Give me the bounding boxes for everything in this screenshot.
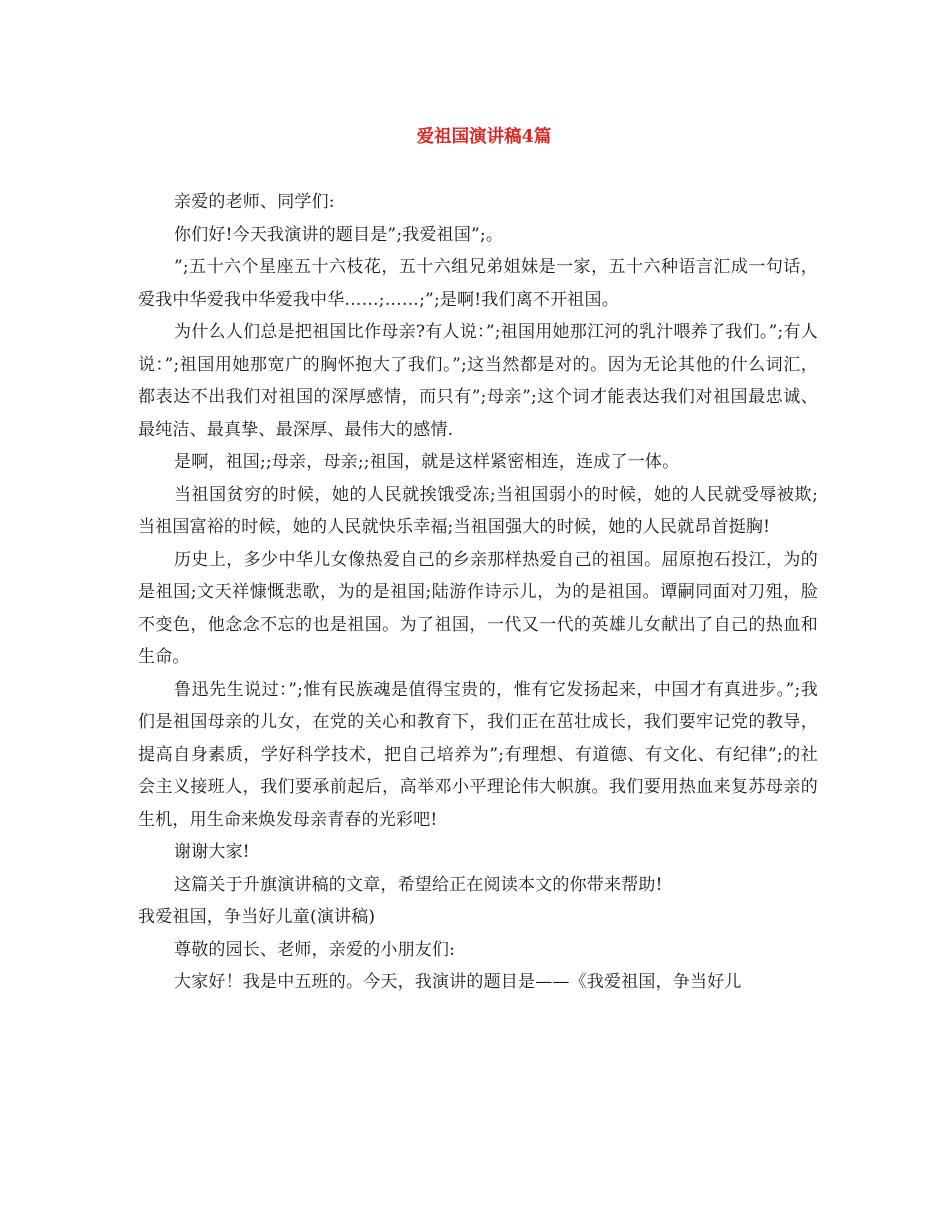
paragraph: ”;五十六个星座五十六枝花，五十六组兄弟姐妹是一家，五十六种语言汇成一句话，爱我中华爱我中华爱我中华……;……;”;是啊!我们离不开祖国。 (138, 257, 818, 310)
paragraph: 鲁迅先生说过：”;惟有民族魂是值得宝贵的，惟有它发扬起来，中国才有真进步。”;我们是祖国母亲的儿女，在党的关心和教育下，我们正在茁壮成长，我们要牢记党的教导，提高自身素质，学好科学技术，把自己培养为”;有理想、有道德、有文化、有纪律”;的社会主义接班人，我们要承前起后，高举邓小平理论伟大帜旗。我们要用热血来复苏母亲的生机，用生命来焕发母亲青春的光彩吧! (138, 679, 818, 830)
paragraph-thanks: 谢谢大家! (174, 842, 250, 862)
paragraph-topic: 你们好!今天我演讲的题目是”;我爱祖国”;。 (174, 224, 504, 245)
document-title: 爱祖国演讲稿4篇 (416, 127, 552, 147)
paragraph: 是啊，祖国;;母亲，母亲;;祖国，就是这样紧密相连，连成了一体。 (174, 452, 680, 472)
section-heading: 我爱祖国，争当好儿童(演讲稿) (138, 907, 376, 927)
paragraph-greeting: 亲爱的老师、同学们: (174, 192, 335, 212)
paragraph: 当祖国贫穷的时候，她的人民就挨饿受冻;当祖国弱小的时候，她的人民就受辱被欺;当祖国富裕的时候，她的人民就快乐幸福;当祖国强大的时候，她的人民就昂首挺胸! (138, 484, 818, 537)
paragraph: 历史上，多少中华儿女像热爱自己的乡亲那样热爱自己的祖国。屈原抱石投江，为的是祖国;文天祥慷慨悲歌，为的是祖国;陆游作诗示儿，为的是祖国。谭嗣同面对刀殂，脸不变色，他念念不忘的也是祖国。为了祖国，一代又一代的英雄儿女献出了自己的热血和生命。 (138, 549, 818, 667)
paragraph: 大家好！我是中五班的。今天，我演讲的题目是——《我爱祖国，争当好儿 (174, 972, 742, 992)
paragraph-greeting: 尊敬的园长、老师，亲爱的小朋友们: (174, 939, 456, 960)
paragraph: 这篇关于升旗演讲稿的文章，希望给正在阅读本文的你带来帮助! (174, 874, 663, 895)
document-body (138, 186, 818, 999)
paragraph: 为什么人们总是把祖国比作母亲?有人说：”;祖国用她那江河的乳汁喂养了我们。”;有人说：”;祖国用她那宽广的胸怀抱大了我们。”;这当然都是对的。因为无论其他的什么词汇，都表达不出我们对祖国的深厚感情，而只有”;母亲”;这个词才能表达我们对祖国最忠诚、最纯洁、最真挚、最深厚、最伟大的感情. (138, 322, 818, 440)
